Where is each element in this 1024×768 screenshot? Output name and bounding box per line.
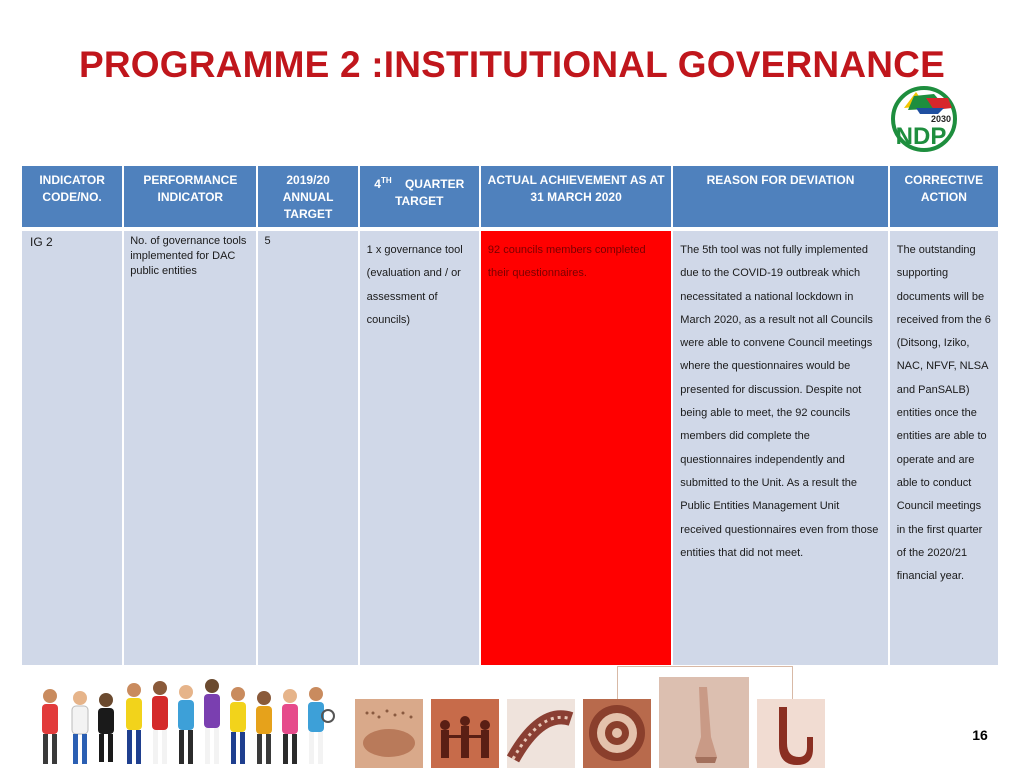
header-actual-achievement: ACTUAL ACHIEVEMENT AS AT 31 MARCH 2020	[481, 166, 671, 231]
slide-title: PROGRAMME 2 :INSTITUTIONAL GOVERNANCE	[79, 44, 945, 85]
page-number: 16	[972, 727, 988, 743]
cell-actual-achievement: 92 councils members completed their questionnaires.	[481, 231, 671, 665]
performance-table	[20, 166, 1000, 665]
cell-performance-indicator: No. of governance tools implemented for DAC public entities	[124, 231, 256, 665]
beadwork-icon	[583, 699, 651, 768]
header-indicator-code: INDICATOR CODE/NO.	[22, 166, 122, 231]
cell-reason-deviation: The 5th tool was not fully implemented due to the COVID-19 outbreak which necessitated a national lockdown in March 2020, as a result not all Councils were able to convene Council meetings where the questionnaires would be presented for discussion. Despite not being able to meet, the 92 councils members did complete the questionnaires independently and submitted to the Unit. As a result the Public Entities Management Unit received questionnaires even from those entities that did not meet.	[673, 231, 887, 665]
logo-text: NDP	[895, 123, 947, 150]
ballet-shoes-icon	[659, 677, 749, 768]
header-quarter-target	[360, 166, 479, 231]
header-quarter-sup: TH	[380, 176, 392, 185]
saxophone-icon	[757, 699, 825, 768]
braille-hands-icon	[355, 699, 423, 768]
header-reason-deviation: REASON FOR DEVIATION	[673, 166, 887, 231]
table-row	[22, 231, 998, 665]
header-corrective-action: CORRECTIVE ACTION	[890, 166, 998, 231]
ndp-logo	[886, 86, 962, 152]
header-quarter-num: 4	[374, 177, 381, 191]
header-performance-indicator: PERFORMANCE INDICATOR	[124, 166, 256, 231]
film-reel-icon	[507, 699, 575, 768]
logo-year: 2030	[930, 114, 952, 124]
cell-indicator-code: IG 2	[22, 231, 122, 665]
cell-corrective-action: The outstanding supporting documents will be received from the 6 (Ditsong, Iziko, NAC, NFVF, NLSA and PanSALB) entities once the entities are able to operate and are able to conduct Council meetings in the first quarter of the 2020/21 financial year.	[890, 231, 998, 665]
table-header-row	[22, 166, 998, 231]
cell-quarter-target: 1 x governance tool (evaluation and / or assessment of councils)	[360, 231, 479, 665]
children-sports-icon	[28, 676, 336, 768]
cell-annual-target: 5	[258, 231, 357, 665]
header-annual-target: 2019/20 ANNUAL TARGET	[258, 166, 357, 231]
header-quarter-rest: QUARTER TARGET	[395, 177, 465, 208]
silhouette-figures-icon	[431, 699, 499, 768]
